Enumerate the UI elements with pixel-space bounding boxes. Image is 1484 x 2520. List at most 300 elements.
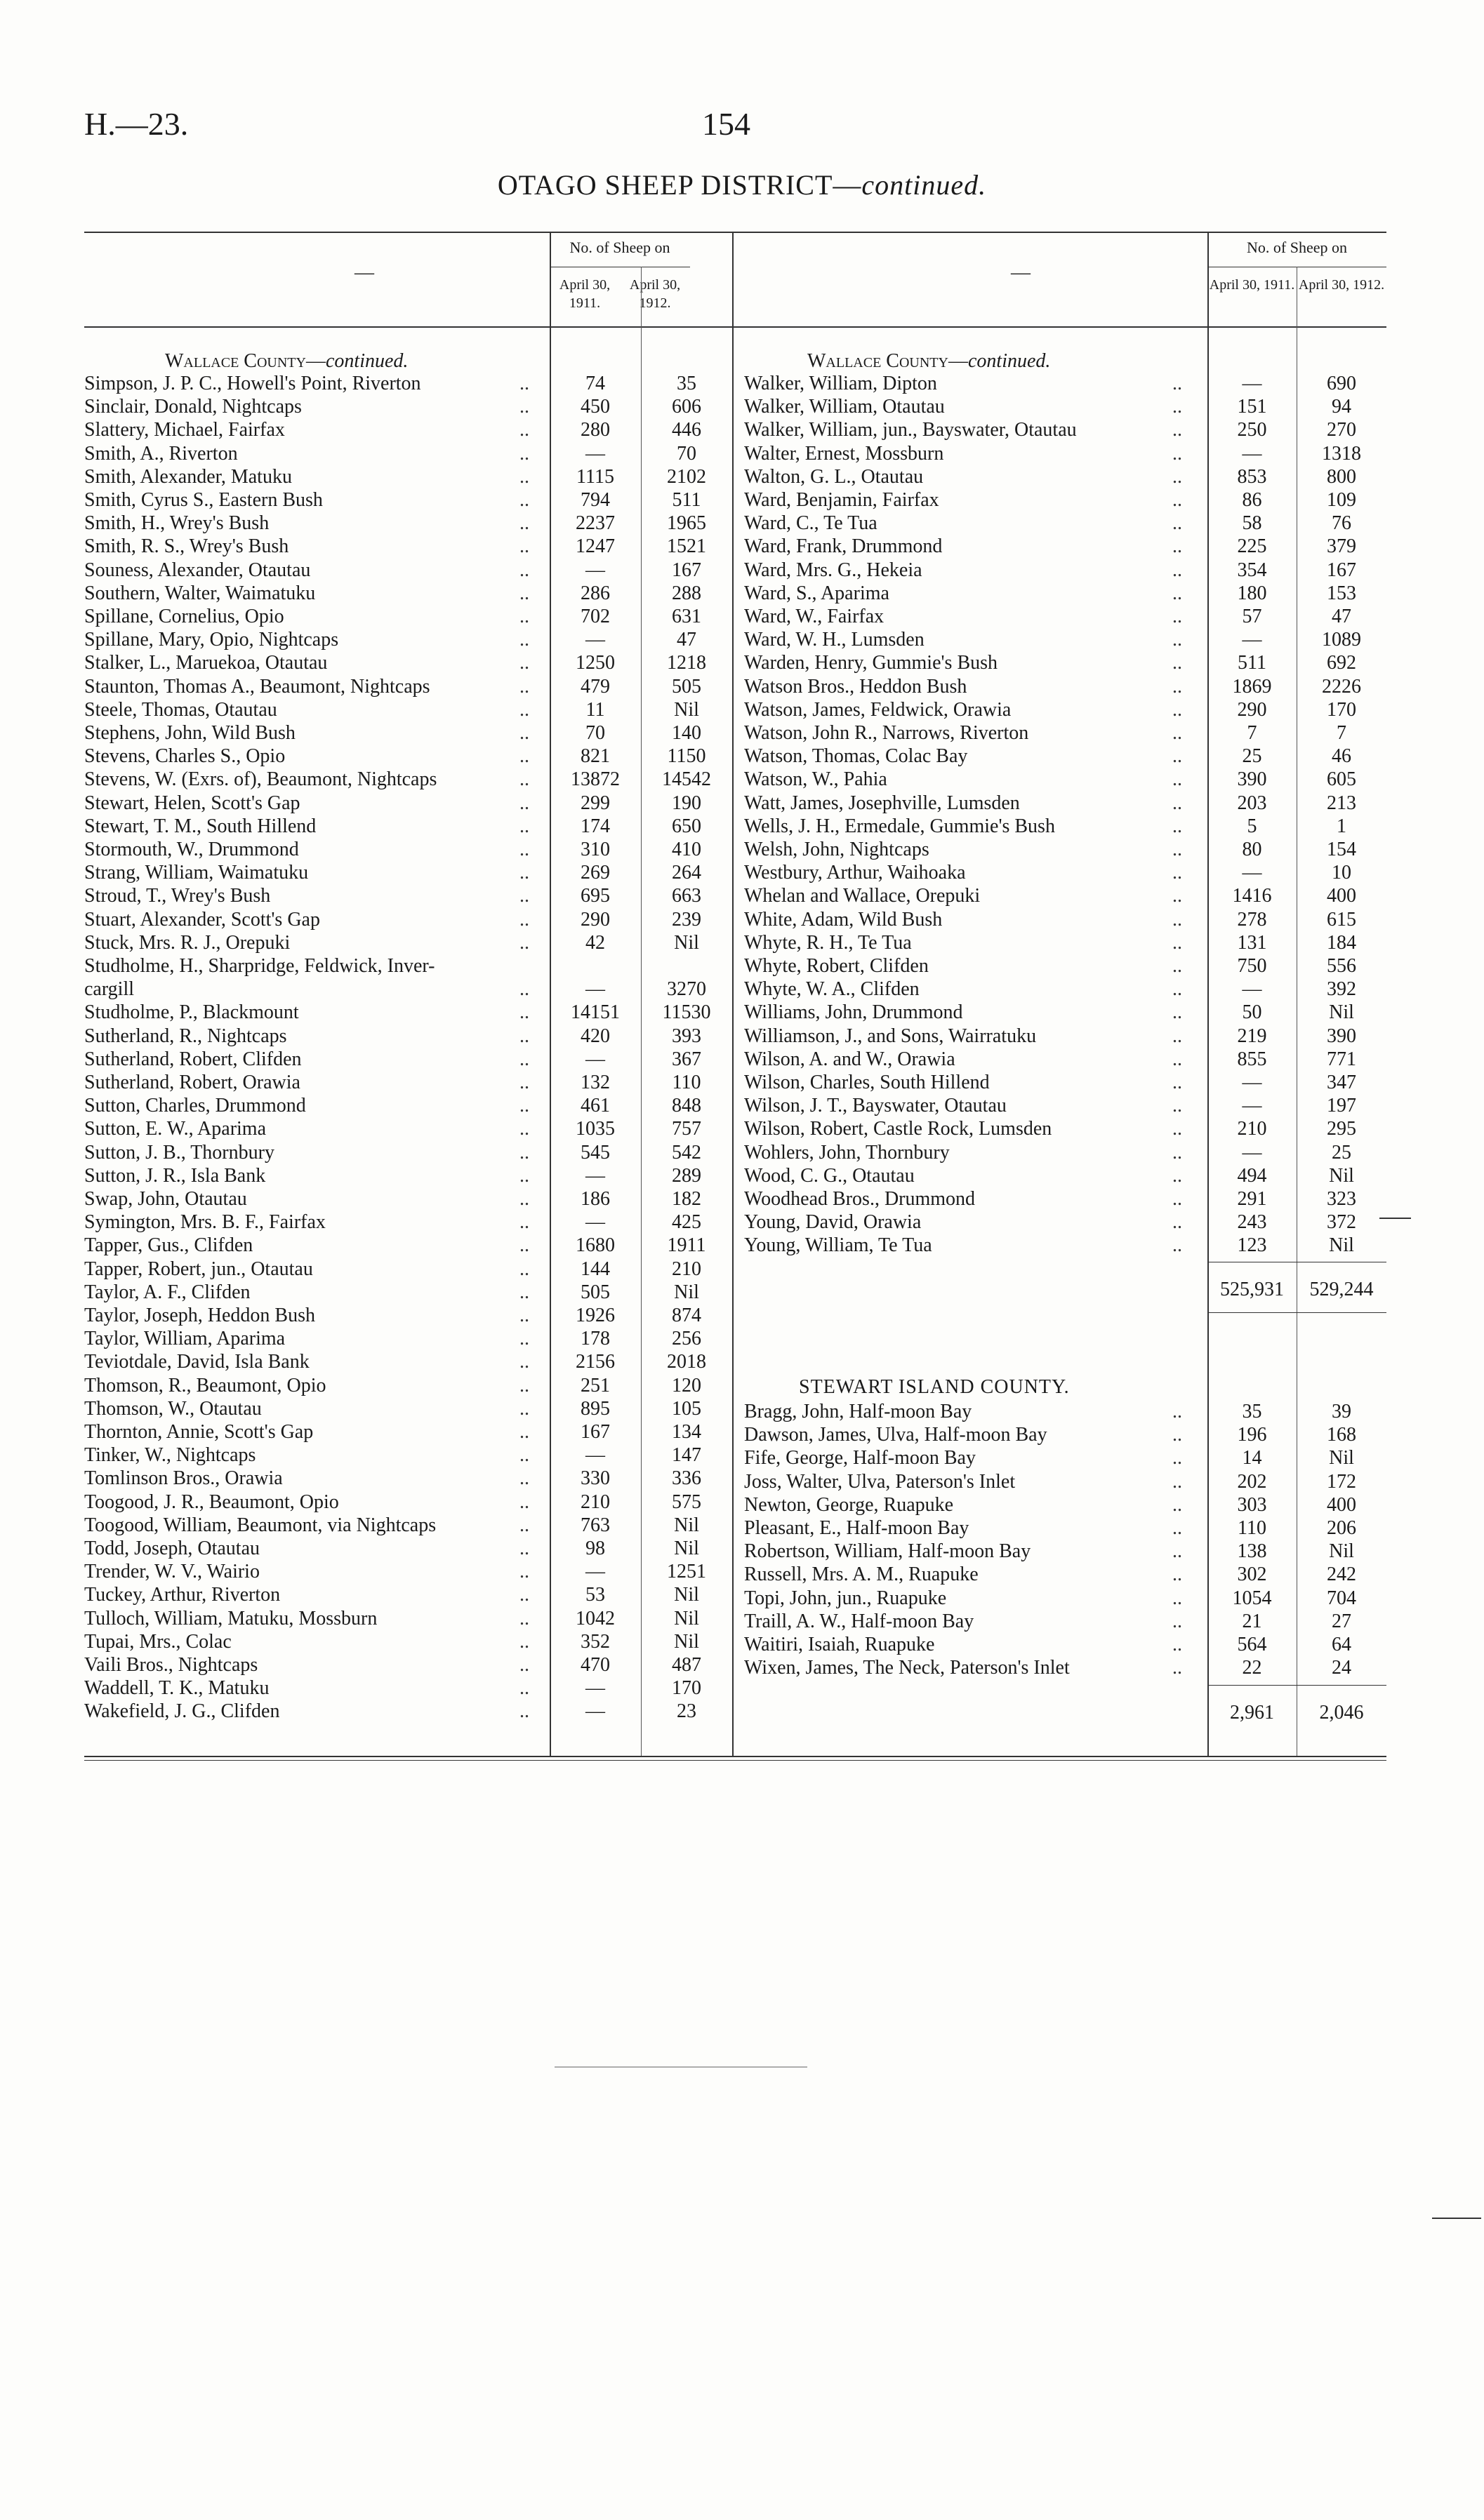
holder-name: Sutherland, Robert, Orawia — [84, 1072, 300, 1093]
sheep-1912: 70 — [677, 442, 696, 465]
table-row — [84, 488, 732, 512]
table-row — [84, 954, 732, 978]
sheep-1911: 42 — [585, 931, 605, 954]
holder-name: Stephens, John, Wild Bush — [84, 722, 296, 744]
leader-dots: .. — [1172, 908, 1182, 931]
sheep-1912: 210 — [672, 1258, 701, 1280]
left-col2-header: April 30, 1912. — [629, 277, 681, 311]
sheep-1912: 606 — [672, 396, 701, 418]
leader-dots: .. — [519, 1351, 529, 1373]
leader-dots: .. — [519, 1025, 529, 1047]
table-row — [84, 1444, 732, 1467]
table-row — [84, 559, 732, 582]
sheep-1911: 1926 — [576, 1305, 615, 1326]
table-row — [84, 908, 732, 931]
holder-name: Bragg, John, Half-moon Bay — [744, 1401, 972, 1422]
table-row — [744, 395, 1386, 418]
sheep-1911: 354 — [1237, 559, 1267, 581]
sheep-1911: — — [1242, 1095, 1262, 1117]
table-row — [84, 1258, 732, 1281]
sheep-1911: 7 — [1247, 722, 1257, 744]
leader-dots: .. — [1172, 396, 1182, 418]
sheep-1912: 379 — [1327, 535, 1356, 558]
holder-name: Watson, James, Feldwick, Orawia — [744, 698, 1012, 721]
sheep-1911: 1680 — [576, 1234, 615, 1257]
leader-dots: .. — [519, 885, 529, 907]
sheep-1912: 1911 — [667, 1234, 706, 1257]
sheep-1912: 400 — [1327, 885, 1356, 907]
stewart-total-1911: 2,961 — [1230, 1702, 1274, 1724]
holder-name: Williams, John, Drummond — [744, 1001, 963, 1024]
sheep-1911: 13872 — [571, 768, 620, 791]
leader-dots: .. — [519, 396, 529, 418]
table-row — [744, 1164, 1386, 1187]
holder-name: Slattery, Michael, Fairfax — [84, 419, 285, 441]
leader-dots: .. — [1172, 1118, 1182, 1140]
stewart-total-1912: 2,046 — [1319, 1702, 1364, 1724]
sheep-1912: 295 — [1327, 1118, 1356, 1140]
page-number: 154 — [702, 106, 750, 142]
sheep-1911: — — [1242, 442, 1262, 465]
holder-name: Sutton, J. B., Thornbury — [84, 1141, 274, 1164]
leader-dots: .. — [519, 1514, 529, 1536]
leader-dots: .. — [519, 745, 529, 768]
holder-name: Wilson, Charles, South Hillend — [744, 1072, 990, 1093]
table-row — [744, 1025, 1386, 1048]
sheep-1911: 11 — [585, 698, 605, 721]
sheep-1912: 264 — [672, 862, 701, 884]
sheep-1911: 219 — [1237, 1025, 1267, 1047]
sheep-1912: Nil — [674, 1607, 699, 1629]
sheep-1912: 213 — [1327, 792, 1356, 814]
holder-name: Robertson, William, Half-moon Bay — [744, 1540, 1031, 1563]
leader-dots: .. — [1172, 373, 1182, 394]
sheep-1911: 57 — [1242, 606, 1262, 627]
leader-dots: .. — [1172, 722, 1182, 744]
sheep-1911: 1869 — [1232, 675, 1272, 698]
wallace-total-1912: 529,244 — [1309, 1279, 1374, 1300]
sheep-1912: 2018 — [667, 1351, 706, 1373]
holder-name: Westbury, Arthur, Waihoaka — [744, 862, 966, 884]
leader-dots: .. — [519, 1700, 529, 1723]
sheep-1912: 650 — [672, 815, 701, 837]
table-row — [744, 442, 1386, 465]
table-row — [84, 1491, 732, 1514]
sheep-1912: 575 — [672, 1491, 701, 1513]
sheep-1912: 239 — [672, 908, 701, 931]
sheep-1911: — — [585, 1444, 605, 1467]
sheep-1912: Nil — [1329, 1164, 1354, 1187]
sheep-1911: 86 — [1242, 489, 1262, 511]
table-row — [744, 1001, 1386, 1024]
leader-dots: .. — [519, 1072, 529, 1093]
holder-name: Stewart, T. M., South Hillend — [84, 815, 317, 837]
table-row — [744, 465, 1386, 488]
sheep-1911: 110 — [1238, 1517, 1266, 1539]
table-bottom-rule-2 — [84, 1760, 1386, 1761]
sheep-1912: Nil — [674, 698, 699, 721]
holder-name: Walker, William, jun., Bayswater, Otautau — [744, 419, 1077, 441]
leader-dots: .. — [519, 1397, 529, 1420]
holder-name: Sutton, E. W., Aparima — [84, 1118, 266, 1140]
leader-dots: .. — [1172, 489, 1182, 511]
sheep-1911: — — [1242, 629, 1262, 651]
holder-name: Watson, John R., Narrows, Riverton — [744, 722, 1029, 744]
sheep-1911: 545 — [581, 1141, 610, 1164]
leader-dots: .. — [519, 1677, 529, 1700]
sheep-1911: — — [1242, 1072, 1262, 1093]
sheep-1912: 1 — [1337, 815, 1346, 837]
sheep-1912: 704 — [1327, 1587, 1356, 1609]
table-row — [744, 1446, 1386, 1469]
holder-name: Thomson, W., Otautau — [84, 1397, 262, 1420]
holder-name: Sutherland, Robert, Clifden — [84, 1048, 302, 1070]
sheep-1912: Nil — [674, 931, 699, 954]
sheep-1912: 390 — [1327, 1025, 1356, 1047]
table-row — [84, 418, 732, 441]
sheep-1912: 23 — [677, 1700, 696, 1723]
sheep-1911: 750 — [1237, 955, 1267, 977]
holder-name: Wakefield, J. G., Clifden — [84, 1700, 280, 1723]
holder-name: Whyte, W. A., Clifden — [744, 978, 920, 1001]
table-row — [744, 1211, 1386, 1234]
sheep-1911: 174 — [581, 815, 610, 837]
sheep-1912: 134 — [672, 1421, 701, 1443]
leader-dots: .. — [1172, 1234, 1182, 1257]
holder-name: Sutherland, R., Nightcaps — [84, 1025, 287, 1047]
sheep-1912: 10 — [1332, 862, 1351, 884]
sheep-1911: 1115 — [576, 465, 614, 488]
sheep-1911: 180 — [1237, 582, 1267, 604]
sheep-1911: 203 — [1237, 792, 1267, 814]
leader-dots: .. — [519, 839, 529, 860]
sheep-1912: 1521 — [667, 535, 706, 558]
sheep-1912: 757 — [672, 1118, 701, 1140]
sheep-1912: 690 — [1327, 373, 1356, 394]
holder-name: Whyte, R. H., Te Tua — [744, 931, 912, 954]
table-row — [744, 1470, 1386, 1493]
holder-name: Stuart, Alexander, Scott's Gap — [84, 908, 320, 931]
leader-dots: .. — [519, 722, 529, 744]
leader-dots: .. — [519, 1258, 529, 1280]
leader-dots: .. — [519, 442, 529, 465]
sheep-1912: 874 — [672, 1305, 701, 1326]
sheep-1911: 564 — [1237, 1634, 1267, 1655]
leader-dots: .. — [1172, 1657, 1182, 1679]
table-row — [84, 1467, 732, 1490]
holder-name: Young, William, Te Tua — [744, 1234, 932, 1257]
sheep-1912: 46 — [1332, 745, 1351, 768]
sheep-1912: 190 — [672, 792, 701, 814]
table-row — [744, 1493, 1386, 1516]
holder-name: Newton, George, Ruapuke — [744, 1493, 954, 1516]
document-code: H.—23. — [84, 106, 189, 142]
leader-dots: .. — [1172, 652, 1182, 674]
table-row — [84, 1025, 732, 1048]
table-row — [744, 1400, 1386, 1423]
holder-name: Thomson, R., Beaumont, Opio — [84, 1374, 326, 1396]
holder-name: Toogood, William, Beaumont, via Nightcaps — [84, 1514, 437, 1536]
sheep-1912: 184 — [1327, 931, 1356, 954]
table-row — [744, 1633, 1386, 1656]
leader-dots: .. — [1172, 862, 1182, 884]
sheep-1911: 14151 — [571, 1001, 620, 1024]
sheep-1912: 1089 — [1322, 629, 1361, 651]
sheep-1912: 270 — [1327, 419, 1356, 441]
table-row — [84, 651, 732, 674]
sheep-1912: 3270 — [667, 978, 706, 1001]
stewart-section-title: STEWART ISLAND COUNTY. — [799, 1376, 1070, 1398]
sheep-1912: 848 — [672, 1095, 701, 1117]
margin-mark-2 — [1432, 2218, 1481, 2219]
sheep-1911: 2237 — [576, 512, 615, 535]
leader-dots: .. — [1172, 931, 1182, 954]
sheep-1911: 202 — [1237, 1470, 1267, 1493]
sheep-1911: 210 — [1237, 1118, 1267, 1140]
leader-dots: .. — [519, 489, 529, 511]
holder-name: Swap, John, Otautau — [84, 1188, 247, 1210]
sheep-1912: 27 — [1332, 1610, 1351, 1632]
sheep-1911: 895 — [581, 1397, 610, 1420]
table-row — [84, 1653, 732, 1676]
holder-name: Wilson, J. T., Bayswater, Otautau — [744, 1095, 1007, 1117]
table-row — [84, 605, 732, 628]
table-row — [84, 1676, 732, 1700]
sheep-1911: — — [585, 978, 605, 1001]
holder-name: Strang, William, Waimatuku — [84, 862, 309, 884]
sheep-1912: 154 — [1327, 839, 1356, 860]
table-row — [84, 1304, 732, 1327]
sheep-1911: 1042 — [576, 1607, 615, 1629]
sheep-1912: 692 — [1327, 652, 1356, 674]
margin-mark — [1379, 1218, 1411, 1219]
sheep-1911: 151 — [1237, 396, 1267, 418]
right-col1-header: April 30, 1911. — [1209, 277, 1295, 293]
holder-name: Woodhead Bros., Drummond — [744, 1188, 976, 1210]
leader-dots: .. — [1172, 745, 1182, 768]
sheep-1911: 310 — [581, 839, 610, 860]
holder-name: Walker, William, Otautau — [744, 396, 945, 418]
leader-dots: .. — [1172, 1517, 1182, 1539]
sheep-1912: 110 — [672, 1072, 701, 1093]
title-suffix: continued. — [861, 169, 987, 201]
left-section-title: Wallace County—continued. — [165, 350, 409, 372]
table-row — [84, 1281, 732, 1304]
leader-dots: .. — [1172, 419, 1182, 441]
sheep-1912: 109 — [1327, 489, 1356, 511]
sheep-1911: 35 — [1242, 1401, 1262, 1422]
leader-dots: .. — [1172, 978, 1182, 1001]
table-row — [84, 1001, 732, 1024]
sheep-1911: 196 — [1237, 1424, 1267, 1446]
holder-name: Trender, W. V., Wairio — [84, 1561, 260, 1583]
leader-dots: .. — [1172, 1048, 1182, 1070]
table-row — [744, 815, 1386, 838]
holder-name: Simpson, J. P. C., Howell's Point, Riverton — [84, 373, 421, 394]
sheep-1912: 76 — [1332, 512, 1351, 535]
holder-name: Studholme, P., Blackmount — [84, 1001, 299, 1024]
leader-dots: .. — [519, 1491, 529, 1513]
sheep-1911: 5 — [1247, 815, 1257, 837]
sheep-1912: 167 — [672, 559, 701, 581]
table-row — [84, 1048, 732, 1071]
sheep-1911: 352 — [581, 1630, 610, 1653]
holder-name: Steele, Thomas, Otautau — [84, 698, 277, 721]
sheep-1912: 663 — [672, 885, 701, 907]
leader-dots: .. — [1172, 559, 1182, 581]
holder-name: Watson, W., Pahia — [744, 768, 887, 791]
holder-name: Stevens, Charles S., Opio — [84, 745, 286, 768]
table-row — [744, 698, 1386, 721]
holder-name: Smith, Cyrus S., Eastern Bush — [84, 489, 323, 511]
holder-name: Ward, S., Aparima — [744, 582, 889, 604]
holder-name: Tomlinson Bros., Orawia — [84, 1467, 283, 1490]
table-row — [744, 721, 1386, 745]
sheep-1911: 291 — [1237, 1188, 1267, 1210]
table-row — [84, 745, 732, 768]
sheep-1911: 58 — [1242, 512, 1262, 535]
leader-dots: .. — [1172, 1164, 1182, 1187]
holder-name: Warden, Henry, Gummie's Bush — [744, 652, 998, 674]
sheep-1912: 1251 — [667, 1561, 706, 1583]
sheep-1912: 167 — [1327, 559, 1356, 581]
sheep-1911: — — [1242, 1141, 1262, 1164]
sheep-1911: 144 — [581, 1258, 610, 1280]
sheep-1912: 7 — [1337, 722, 1346, 744]
table-row — [744, 978, 1386, 1001]
holder-name: Stormouth, W., Drummond — [84, 839, 299, 860]
leader-dots: .. — [1172, 1493, 1182, 1516]
holder-name: Watson, Thomas, Colac Bay — [744, 745, 968, 768]
holder-name: Souness, Alexander, Otautau — [84, 559, 311, 581]
sheep-1912: 242 — [1327, 1564, 1356, 1586]
table-row — [84, 395, 732, 418]
sheep-1912: 393 — [672, 1025, 701, 1047]
holder-name: Studholme, H., Sharpridge, Feldwick, Inver- — [84, 955, 435, 977]
table-row — [84, 535, 732, 558]
sheep-1911: 25 — [1242, 745, 1262, 768]
leader-dots: .. — [519, 582, 529, 604]
leader-dots: .. — [519, 1630, 529, 1653]
table-row — [84, 1071, 732, 1094]
sheep-1912: 372 — [1327, 1211, 1356, 1234]
sheep-1911: 1054 — [1232, 1587, 1272, 1609]
holder-name: Pleasant, E., Half-moon Bay — [744, 1517, 969, 1539]
leader-dots: .. — [1172, 1025, 1182, 1047]
sheep-1911: 695 — [581, 885, 610, 907]
table-row — [84, 628, 732, 651]
leader-dots: .. — [519, 373, 529, 394]
sheep-1911: — — [585, 1211, 605, 1234]
sheep-1911: — — [1242, 978, 1262, 1001]
leader-dots: .. — [1172, 535, 1182, 558]
sheep-1912: 505 — [672, 675, 701, 698]
sheep-1912: 556 — [1327, 955, 1356, 977]
leader-dots: .. — [519, 1538, 529, 1559]
sheep-1912: 288 — [672, 582, 701, 604]
table-row — [84, 1560, 732, 1583]
leader-dots: .. — [519, 1584, 529, 1606]
leader-dots: .. — [1172, 815, 1182, 837]
leader-dots: .. — [1172, 698, 1182, 721]
holder-name: Spillane, Cornelius, Opio — [84, 606, 284, 627]
holder-name: Tapper, Robert, jun., Otautau — [84, 1258, 313, 1280]
sheep-1912: 170 — [672, 1677, 701, 1700]
holder-name: Wilson, Robert, Castle Rock, Lumsden — [744, 1118, 1052, 1140]
holder-name: Sutton, J. R., Isla Bank — [84, 1164, 266, 1187]
holder-name: Tapper, Gus., Clifden — [84, 1234, 253, 1257]
sheep-1911: 855 — [1237, 1048, 1267, 1070]
leader-dots: .. — [1172, 1001, 1182, 1024]
leader-dots: .. — [519, 1048, 529, 1070]
sheep-1912: 25 — [1332, 1141, 1351, 1164]
holder-name: Thornton, Annie, Scott's Gap — [84, 1421, 314, 1443]
sheep-1912: 172 — [1327, 1470, 1356, 1493]
table-row — [84, 931, 732, 954]
table-row — [744, 1656, 1386, 1679]
leader-dots: .. — [519, 606, 529, 627]
table-row — [84, 1374, 732, 1397]
holder-name: Sutton, Charles, Drummond — [84, 1095, 306, 1117]
left-sheep-on-header: No. of Sheep on — [569, 239, 670, 256]
leader-dots: .. — [1172, 885, 1182, 907]
holder-name: Wilson, A. and W., Orawia — [744, 1048, 955, 1070]
leader-dots: .. — [519, 1164, 529, 1187]
table-row — [744, 1423, 1386, 1446]
leader-dots: .. — [519, 675, 529, 698]
leader-dots: .. — [1172, 606, 1182, 627]
holder-name: Joss, Walter, Ulva, Paterson's Inlet — [744, 1470, 1016, 1493]
right-col2-header: April 30, 1912. — [1298, 277, 1385, 293]
sheep-1911: 243 — [1237, 1211, 1267, 1234]
holder-name: Traill, A. W., Half-moon Bay — [744, 1610, 974, 1632]
sheep-1912: 47 — [1332, 606, 1351, 627]
sheep-1911: 225 — [1237, 535, 1267, 558]
sheep-1912: 147 — [672, 1444, 701, 1467]
holder-name: Russell, Mrs. A. M., Ruapuke — [744, 1564, 979, 1586]
holder-name: Whyte, Robert, Clifden — [744, 955, 929, 977]
leader-dots: .. — [519, 1607, 529, 1629]
table-row — [84, 1094, 732, 1117]
holder-name: Young, David, Orawia — [744, 1211, 922, 1234]
sheep-1912: 94 — [1332, 396, 1351, 418]
leader-dots: .. — [1172, 1424, 1182, 1446]
leader-dots: .. — [519, 815, 529, 837]
sheep-1912: 47 — [677, 629, 696, 651]
table-row — [744, 745, 1386, 768]
holder-name: Smith, H., Wrey's Bush — [84, 512, 270, 535]
sheep-1911: — — [585, 1048, 605, 1070]
leader-dots: .. — [519, 792, 529, 814]
sheep-1912: 1218 — [667, 652, 706, 674]
sheep-1912: 615 — [1327, 908, 1356, 931]
table-row — [84, 1537, 732, 1560]
holder-name: White, Adam, Wild Bush — [744, 908, 943, 931]
table-row — [744, 488, 1386, 512]
sheep-1912: 410 — [672, 839, 701, 860]
sheep-1912: 511 — [672, 489, 701, 511]
sheep-1911: 2156 — [576, 1351, 615, 1373]
sheep-1911: 494 — [1237, 1164, 1267, 1187]
sheep-1911: 286 — [581, 582, 610, 604]
sheep-1911: — — [585, 1677, 605, 1700]
table-top-rule — [84, 232, 1386, 233]
leader-dots: .. — [1172, 629, 1182, 651]
holder-name: Waddell, T. K., Matuku — [84, 1677, 270, 1700]
holder-name: Watt, James, Josephville, Lumsden — [744, 792, 1020, 814]
table-row — [744, 512, 1386, 535]
table-row — [744, 1071, 1386, 1094]
